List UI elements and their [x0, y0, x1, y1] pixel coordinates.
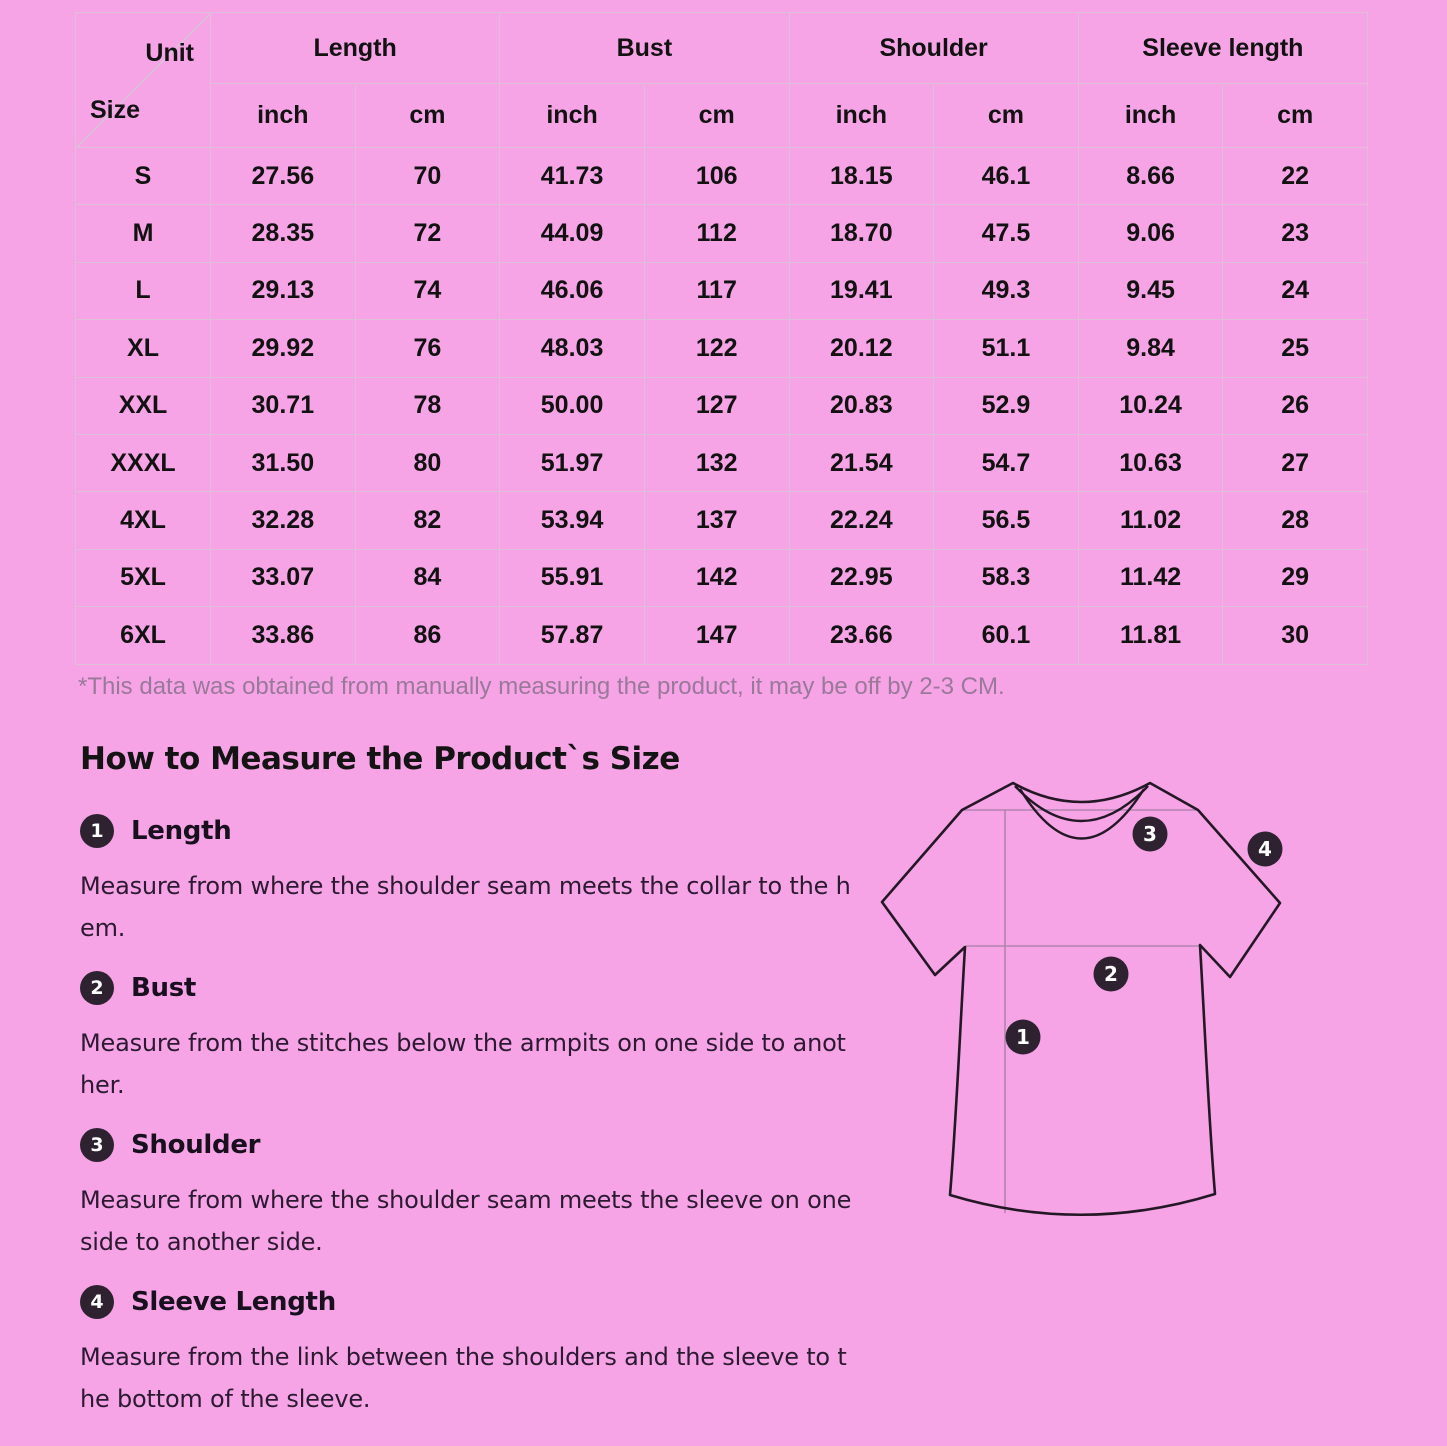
value-cell: 33.07 — [211, 549, 356, 606]
item-description-line: Measure from the stitches below the armpits on one side to anot — [80, 1029, 846, 1057]
item-label-row — [80, 812, 820, 850]
value-cell: 53.94 — [500, 492, 645, 549]
table-footnote: *This data was obtained from manually measuring the product, it may be off by 2-3 CM. — [78, 673, 1005, 700]
figure-badges — [1006, 817, 1283, 1055]
item-description-line: Measure from the link between the shoulders and the sleeve to t — [80, 1343, 847, 1371]
value-cell: 147 — [644, 607, 789, 664]
value-cell: 55.91 — [500, 549, 645, 606]
value-cell: 48.03 — [500, 320, 645, 377]
measure-item-sleeve-length — [80, 1283, 847, 1420]
value-cell: 137 — [644, 492, 789, 549]
table-header-unit-row — [76, 84, 1368, 148]
value-cell: 25 — [1223, 320, 1368, 377]
value-cell: 18.70 — [789, 205, 934, 262]
item-description-line: Measure from where the shoulder seam meets the collar to the h — [80, 872, 851, 900]
figure-badge-1-number: 1 — [1016, 1025, 1030, 1049]
value-cell: 26 — [1223, 377, 1368, 434]
value-cell: 76 — [355, 320, 500, 377]
col-group-sleeve-length: Sleeve length — [1078, 13, 1367, 84]
size-cell: 5XL — [76, 549, 211, 606]
value-cell: 10.24 — [1078, 377, 1223, 434]
value-cell: 54.7 — [934, 434, 1079, 491]
measure-item-shoulder — [80, 1126, 852, 1263]
value-cell: 20.83 — [789, 377, 934, 434]
item-label-row — [80, 1283, 820, 1321]
item-label-row — [80, 1126, 820, 1164]
col-group-length: Length — [211, 13, 500, 84]
value-cell: 28 — [1223, 492, 1368, 549]
value-cell: 22 — [1223, 148, 1368, 205]
item-description-line: he bottom of the sleeve. — [80, 1385, 371, 1413]
value-cell: 27 — [1223, 434, 1368, 491]
item-description — [80, 1022, 846, 1106]
value-cell: 30 — [1223, 607, 1368, 664]
value-cell: 22.24 — [789, 492, 934, 549]
value-cell: 30.71 — [211, 377, 356, 434]
tshirt-outline — [882, 783, 1280, 1215]
value-cell: 51.97 — [500, 434, 645, 491]
table-row — [76, 320, 1368, 377]
value-cell: 47.5 — [934, 205, 1079, 262]
value-cell: 27.56 — [211, 148, 356, 205]
item-label: Sleeve Length — [131, 1287, 336, 1317]
size-cell: L — [76, 262, 211, 319]
size-cell: XXL — [76, 377, 211, 434]
value-cell: 23 — [1223, 205, 1368, 262]
value-cell: 84 — [355, 549, 500, 606]
value-cell: 56.5 — [934, 492, 1079, 549]
item-label-row — [80, 969, 820, 1007]
measure-item-length — [80, 812, 851, 949]
item-description — [80, 1336, 847, 1420]
value-cell: 33.86 — [211, 607, 356, 664]
value-cell: 106 — [644, 148, 789, 205]
value-cell: 19.41 — [789, 262, 934, 319]
value-cell: 52.9 — [934, 377, 1079, 434]
value-cell: 46.06 — [500, 262, 645, 319]
value-cell: 80 — [355, 434, 500, 491]
value-cell: 32.28 — [211, 492, 356, 549]
unit-header: cm — [355, 84, 500, 148]
corner-unit-label: Unit — [145, 39, 194, 67]
unit-header: cm — [644, 84, 789, 148]
table-row — [76, 549, 1368, 606]
size-cell: XL — [76, 320, 211, 377]
table-row — [76, 377, 1368, 434]
size-cell: M — [76, 205, 211, 262]
size-cell: XXXL — [76, 434, 211, 491]
value-cell: 29.13 — [211, 262, 356, 319]
value-cell: 142 — [644, 549, 789, 606]
value-cell: 49.3 — [934, 262, 1079, 319]
table-row — [76, 148, 1368, 205]
table-row — [76, 262, 1368, 319]
value-cell: 24 — [1223, 262, 1368, 319]
value-cell: 18.15 — [789, 148, 934, 205]
col-group-shoulder: Shoulder — [789, 13, 1078, 84]
corner-size-label: Size — [90, 96, 141, 124]
unit-header: cm — [934, 84, 1079, 148]
unit-header: inch — [789, 84, 934, 148]
value-cell: 57.87 — [500, 607, 645, 664]
value-cell: 8.66 — [1078, 148, 1223, 205]
value-cell: 29.92 — [211, 320, 356, 377]
value-cell: 9.45 — [1078, 262, 1223, 319]
value-cell: 112 — [644, 205, 789, 262]
value-cell: 9.84 — [1078, 320, 1223, 377]
number-badge-3: 3 — [80, 1128, 114, 1162]
value-cell: 23.66 — [789, 607, 934, 664]
size-cell: S — [76, 148, 211, 205]
howto-title: How to Measure the Product`s Size — [80, 741, 680, 777]
measure-guide-lines — [962, 810, 1200, 1213]
table-row — [76, 492, 1368, 549]
value-cell: 86 — [355, 607, 500, 664]
value-cell: 31.50 — [211, 434, 356, 491]
table-row — [76, 434, 1368, 491]
value-cell: 28.35 — [211, 205, 356, 262]
figure-badge-3-number: 3 — [1143, 822, 1157, 846]
unit-header: inch — [211, 84, 356, 148]
item-label: Shoulder — [131, 1130, 261, 1160]
figure-badge-2-number: 2 — [1104, 962, 1118, 986]
unit-header: inch — [500, 84, 645, 148]
value-cell: 11.81 — [1078, 607, 1223, 664]
value-cell: 132 — [644, 434, 789, 491]
value-cell: 9.06 — [1078, 205, 1223, 262]
value-cell: 29 — [1223, 549, 1368, 606]
value-cell: 122 — [644, 320, 789, 377]
tshirt-diagram — [865, 772, 1300, 1250]
value-cell: 21.54 — [789, 434, 934, 491]
size-cell: 6XL — [76, 607, 211, 664]
figure-badge-4-number: 4 — [1258, 837, 1272, 861]
value-cell: 72 — [355, 205, 500, 262]
item-label: Length — [131, 816, 232, 846]
howto-items — [80, 812, 852, 1440]
value-cell: 74 — [355, 262, 500, 319]
table-header-group-row — [76, 13, 1368, 84]
item-description — [80, 865, 851, 949]
item-label: Bust — [131, 973, 197, 1003]
table-row — [76, 205, 1368, 262]
value-cell: 46.1 — [934, 148, 1079, 205]
unit-header: inch — [1078, 84, 1223, 148]
value-cell: 70 — [355, 148, 500, 205]
unit-header: cm — [1223, 84, 1368, 148]
corner-cell — [76, 13, 211, 148]
number-badge-1: 1 — [80, 814, 114, 848]
item-description-line: her. — [80, 1071, 125, 1099]
item-description-line: em. — [80, 914, 126, 942]
measure-item-bust — [80, 969, 846, 1106]
tshirt-measure-figure — [865, 772, 1300, 1250]
table-row — [76, 607, 1368, 664]
value-cell: 50.00 — [500, 377, 645, 434]
value-cell: 127 — [644, 377, 789, 434]
value-cell: 44.09 — [500, 205, 645, 262]
value-cell: 60.1 — [934, 607, 1079, 664]
value-cell: 51.1 — [934, 320, 1079, 377]
value-cell: 11.02 — [1078, 492, 1223, 549]
col-group-bust: Bust — [500, 13, 789, 84]
item-description-line: side to another side. — [80, 1228, 323, 1256]
value-cell: 78 — [355, 377, 500, 434]
value-cell: 10.63 — [1078, 434, 1223, 491]
size-table — [75, 12, 1368, 665]
value-cell: 117 — [644, 262, 789, 319]
item-description — [80, 1179, 852, 1263]
number-badge-2: 2 — [80, 971, 114, 1005]
number-badge-4: 4 — [80, 1285, 114, 1319]
value-cell: 41.73 — [500, 148, 645, 205]
item-description-line: Measure from where the shoulder seam meets the sleeve on one — [80, 1186, 852, 1214]
value-cell: 20.12 — [789, 320, 934, 377]
value-cell: 82 — [355, 492, 500, 549]
value-cell: 22.95 — [789, 549, 934, 606]
size-cell: 4XL — [76, 492, 211, 549]
value-cell: 11.42 — [1078, 549, 1223, 606]
value-cell: 58.3 — [934, 549, 1079, 606]
